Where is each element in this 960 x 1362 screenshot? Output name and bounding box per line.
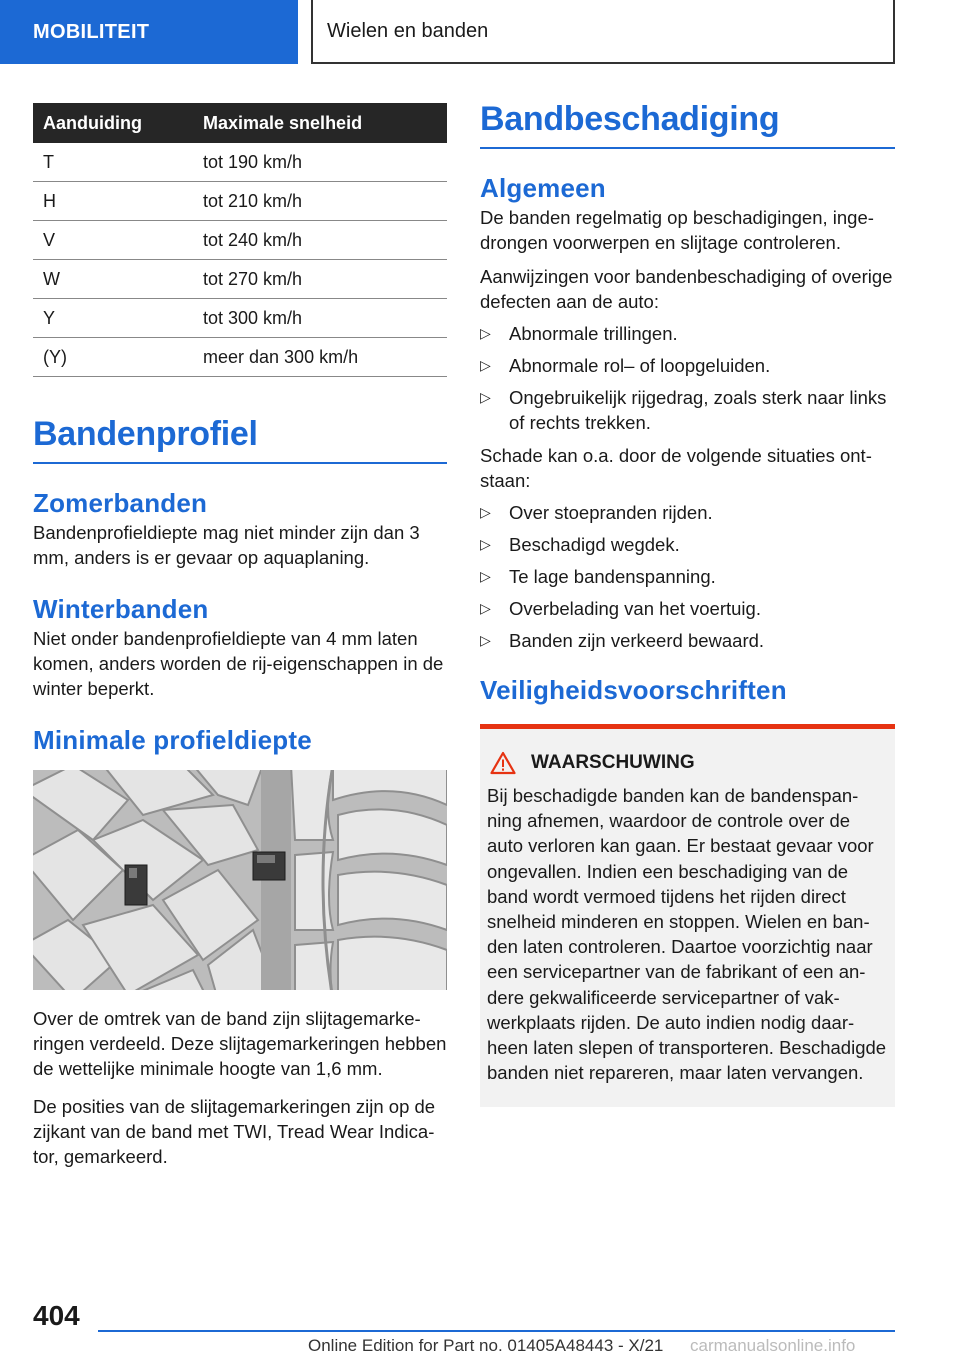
section-title-profile: Bandenprofiel [33,415,447,464]
table-header-row [33,103,447,143]
right-column [480,100,895,1107]
triangle-bullet-icon: ▷ [480,389,491,405]
table-cell: tot 210 km/h [193,182,447,221]
section-title-damage: Bandbeschadiging [480,100,895,149]
triangle-bullet-icon: ▷ [480,632,491,648]
list-item-text: Banden zijn verkeerd bewaard. [509,630,765,651]
table-cell: tot 270 km/h [193,260,447,299]
list-item [480,321,895,346]
table-cell: Y [33,299,193,338]
list-item [480,532,895,557]
triangle-bullet-icon: ▷ [480,536,491,552]
chapter-label: Wielen en banden [327,19,489,42]
table-row [33,260,447,299]
warning-triangle-icon [490,751,516,775]
table-cell: H [33,182,193,221]
hints-list [480,321,895,435]
causes-list [480,500,895,653]
list-item [480,596,895,621]
table-row [33,221,447,260]
list-item-text: Over stoepranden rijden. [509,502,713,523]
list-item-text: Te lage bandenspanning. [509,566,716,587]
page-number: 404 [33,1300,80,1331]
list-item-text: Abnormale trillingen. [509,323,678,344]
list-item [480,564,895,589]
subsection-title-min-depth: Minimale profieldiepte [33,725,312,755]
paragraph-summer: Bandenprofieldiepte mag niet minder zijn dan 3 mm, anders is er gevaar op aquaplaning. [33,522,420,568]
triangle-bullet-icon: ▷ [480,325,491,341]
paragraph-general: De banden regelmatig op beschadigingen, ingedrongen voorwerpen en slijtage controleren. [480,207,874,253]
list-item [480,500,895,525]
table-row [33,338,447,377]
table-cell: (Y) [33,338,193,377]
subsection-title-general: Algemeen [480,173,606,203]
triangle-bullet-icon: ▷ [480,357,491,373]
paragraph-hints: Aanwijzingen voor bandenbeschadiging of overige defecten aan de auto: [480,266,893,312]
section-tab [0,0,298,64]
paragraph-winter: Niet onder bandenprofieldiepte van 4 mm laten komen, anders worden de rij-eigenschappen in de winter beperkt. [33,628,444,699]
table-row [33,182,447,221]
subsection-title-safety: Veiligheidsvoorschriften [480,675,787,705]
tread-wear-indicator-illustration [33,770,447,990]
triangle-bullet-icon: ▷ [480,600,491,616]
warning-box [480,724,895,1107]
table-row [33,143,447,182]
table-cell: T [33,143,193,182]
table-cell: tot 190 km/h [193,143,447,182]
list-item [480,628,895,653]
left-column [33,103,447,1169]
footer-edition: Online Edition for Part no. 01405A48443 - X/21 [308,1336,664,1355]
list-item-text: Overbelading van het voertuig. [509,598,761,619]
speed-rating-table [33,103,447,377]
chapter-header [311,0,895,64]
list-item [480,385,895,435]
list-item-text: Ongebruikelijk rijgedrag, zoals sterk naar links of rechts trekken. [509,387,887,433]
table-cell: V [33,221,193,260]
table-cell: tot 300 km/h [193,299,447,338]
table-header-cell: Maximale snelheid [193,103,447,143]
paragraph-wear-markers: Over de omtrek van de band zijn slijtagemarkeringen verdeeld. Deze slijtagemarkeringen hebben de wettelijke minimale hoogte van 1,6 mm. [33,1008,447,1079]
table-header-cell: Aanduiding [33,103,193,143]
footer-divider [98,1330,895,1332]
triangle-bullet-icon: ▷ [480,568,491,584]
warning-header [487,751,887,775]
list-item-text: Beschadigd wegdek. [509,534,680,555]
warning-label: WAARSCHUWING [531,752,695,773]
subsection-title-summer: Zomerbanden [33,488,208,518]
table-cell: tot 240 km/h [193,221,447,260]
subsection-title-winter: Winterbanden [33,594,209,624]
table-cell: W [33,260,193,299]
table-cell: meer dan 300 km/h [193,338,447,377]
warning-text: Bij beschadigde banden kan de bandenspanning afnemen, waardoor de controle over de auto verloren kan gaan. Er bestaat gevaar voor ongevallen. Indien een beschadiging van de band wordt vermoed tijdens het rijden direct snelheid minderen en stoppen. Wielen en banden laten controleren. Daartoe voorzichtig naar een servicepartner van de fabrikant of een andere gekwalificeerde servicepartner of vakwerkplaats rijden. De auto indien nodig daarheen laten slepen of transporteren. Beschadigde banden niet repareren, maar laten vervangen. [487,785,887,1084]
section-label: MOBILITEIT [33,20,150,43]
paragraph-twi: De posities van de slijtagemarkeringen zijn op de zijkant van de band met TWI, Tread Wear Indicator, gemarkeerd. [33,1096,436,1167]
table-row [33,299,447,338]
triangle-bullet-icon: ▷ [480,504,491,520]
list-item-text: Abnormale rol– of loopgeluiden. [509,355,771,376]
paragraph-causes: Schade kan o.a. door de volgende situaties ontstaan: [480,445,872,491]
watermark: carmanualsonline.info [690,1336,856,1355]
list-item [480,353,895,378]
